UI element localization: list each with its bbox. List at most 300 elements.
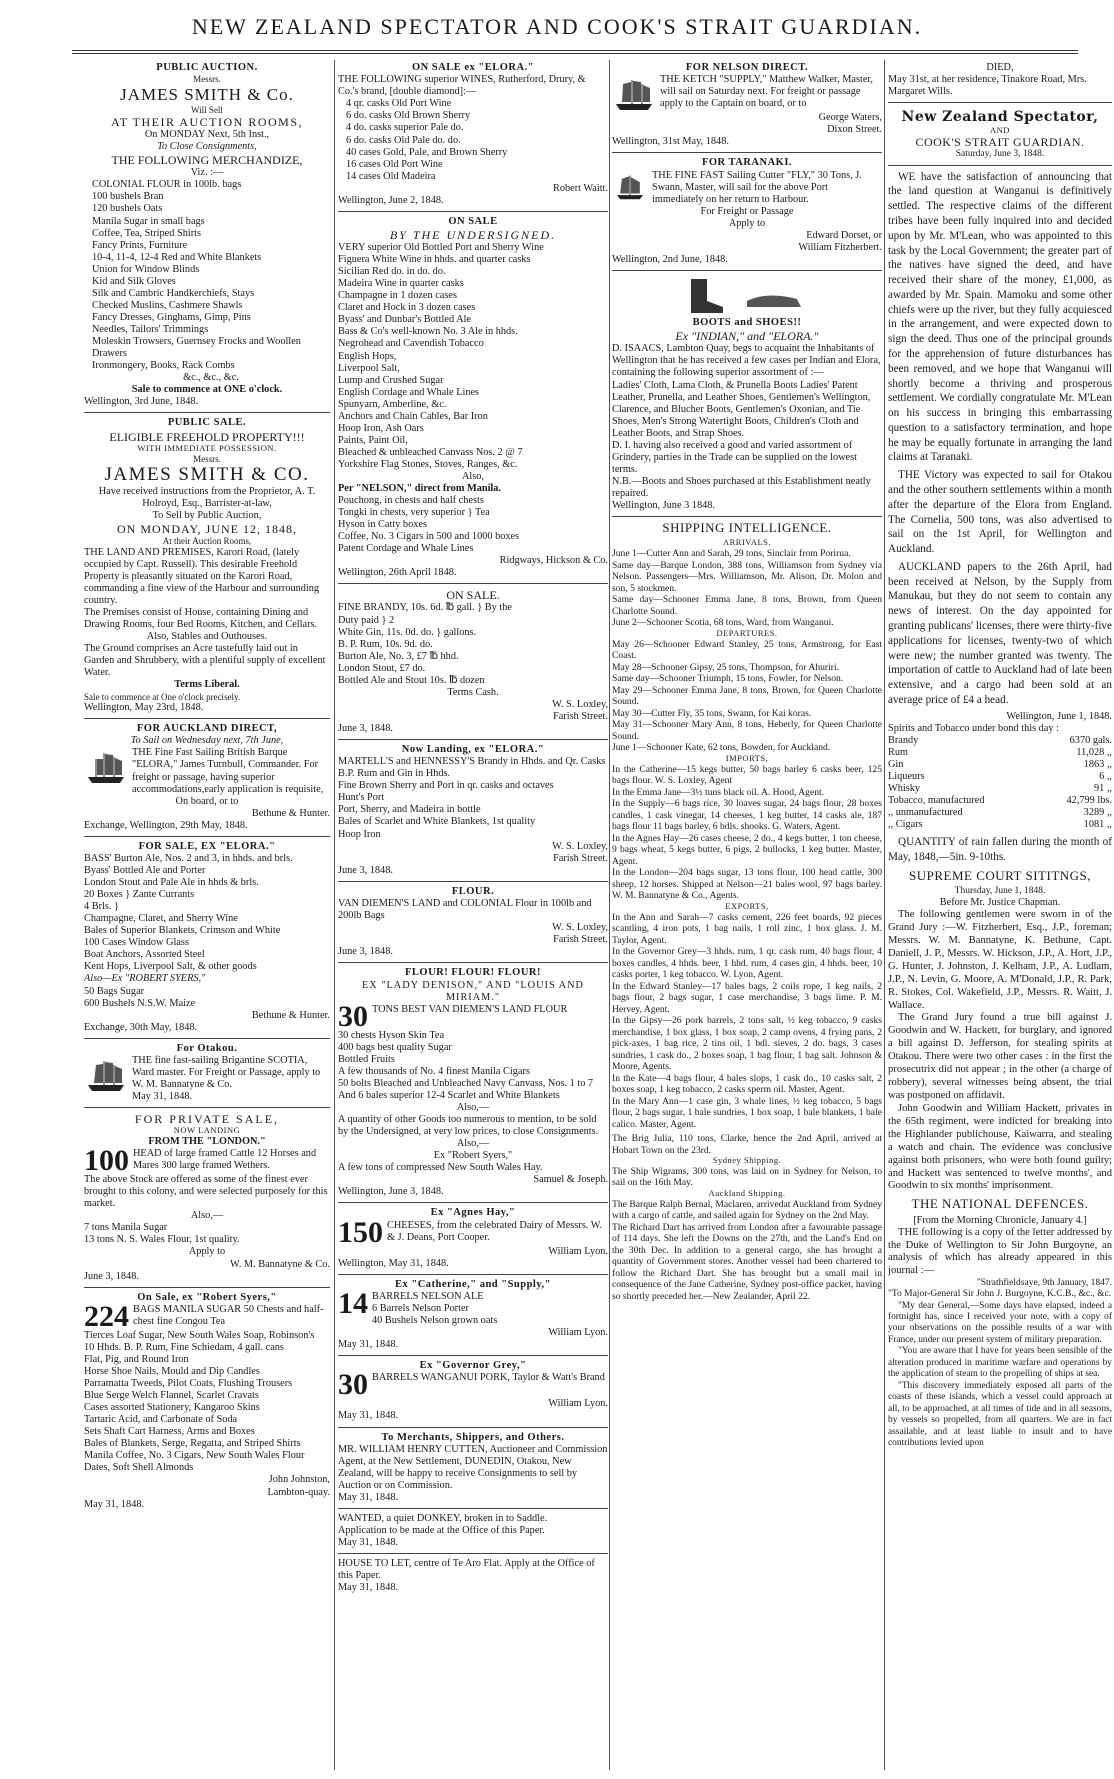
shipping-intelligence	[612, 520, 882, 1302]
ad-text: Also,—	[456, 1101, 490, 1113]
section-text: Before Mr. Justice Chapman.	[939, 897, 1061, 909]
table-cell: 91 ,,	[1093, 783, 1112, 794]
ad-agent: Dixon Street.	[827, 124, 882, 136]
ad-text: Will Sell	[191, 104, 223, 115]
list-item: In the Catherine—15 kegs butter, 50 bags barley 6 casks beer, 125 bags flour. W. S. Loxley, Agent	[612, 763, 882, 787]
list-item: Fine Brown Sherry and Port in qr. casks and octaves	[338, 780, 554, 792]
ad-text: N.B.—Boots and Shoes purchased at this Establishment neatly repaired.	[612, 475, 871, 499]
ad-text: May 31st, at her residence, Tinakore Road, Mrs. Margaret Wills.	[888, 74, 1087, 98]
ad-text: BAGS MANILA SUGAR 50 Chests and half-chest fine Congou Tea	[133, 1303, 324, 1327]
list-item: Kid and Silk Gloves	[92, 275, 176, 287]
list-item: Checked Muslins, Cashmere Shawls	[92, 299, 243, 311]
list-item: In the Supply—6 bags rice, 30 loaves sugar, 24 bags flour, 28 boxes candles, 1 cask vinegar, 14 cheeses, 1 keg butter, 14 casks ale, 187 bags flour 11 bags barley, 6 bdls. shooks. G. Waters, Agent.	[612, 798, 882, 833]
list-item: In the Mary Ann—1 case gin, 3 whale lines, ½ keg tobacco, 5 bags flour, 2 bags sugar, 1 bale sundries, 1 box soap, 1 bale blankets, 1 bale calico. Master, Agent.	[612, 1095, 882, 1130]
ad-text: VAN DIEMEN'S LAND and COLONIAL Flour in 100lb and 200lb Bags	[338, 898, 592, 922]
list-item: &c., &c., &c.	[183, 372, 239, 384]
table-row	[888, 735, 1112, 747]
list-item: 400 bags best quality Sugar	[338, 1041, 452, 1053]
ad-agent: Samuel & Joseph.	[533, 1174, 608, 1186]
ad-text: HOUSE TO LET, centre of Te Aro Flat. Apply at the Office of this Paper.	[338, 1558, 595, 1582]
ad-dateline: May 31, 1848.	[338, 1410, 399, 1422]
ad-text: ON MONDAY, JUNE 12, 1848,	[116, 522, 297, 537]
ad-text: THE LAND AND PREMISES, Karori Road, (lately occupied by Capt. Russell). This desirable Freehold Property is pleasantly situated on the Karori Road, commanding a fine view of the Harbour and surrounding country.	[84, 546, 320, 607]
ad-text: NOW LANDING	[173, 1125, 241, 1136]
ad-text: HEAD of large framed Cattle 12 Horses and Mares 300 large framed Wethers.	[133, 1148, 317, 1172]
ad-heading: On Sale, ex "Robert Syers,"	[137, 1291, 277, 1303]
ad-text: Ladies' Cloth, Lama Cloth, & Prunella Boots Ladies' Patent Leather, Prunella, and Leather Shoes, Gentlemen's Wellington, Clarence, and Blucher Boots, Gentlemen's Oxonian, and Tie Shoes, Men's Strong Watertight Boots, Children's Cloth and Leather Boots, and Strap Shoes.	[612, 379, 871, 439]
ad-on-sale	[338, 586, 608, 740]
table-cell: Liqueurs	[888, 770, 925, 782]
list-item: 4 do. casks superior Pale do.	[346, 122, 464, 134]
ad-dateline: June 3, 1848.	[338, 946, 393, 958]
list-item: BASS' Burton Ale, Nos. 2 and 3, in hhds. and brls.	[84, 853, 293, 865]
ad-text: THE FOLLOWING superior WINES, Rutherford, Drury, & Co.'s brand, [double diamond]:—	[338, 74, 586, 98]
section-heading: SUPREME COURT SITITNGS,	[908, 867, 1092, 883]
ad-text: Sale to commence at One o'clock precisely.	[84, 691, 241, 702]
ad-text: Terms Cash.	[447, 686, 499, 698]
list-item: Hoop Iron	[338, 828, 381, 840]
ad-undersigned	[338, 214, 608, 585]
list-item: Same day—Schooner Triumph, 15 tons, Fowler, for Nelson.	[612, 673, 844, 685]
ad-heading: Now Landing, ex "ELORA."	[401, 743, 545, 755]
ad-robert-syers	[84, 1290, 330, 1515]
ad-heading: FLOUR.	[451, 885, 495, 897]
ad-agent: William Fitzherbert.	[798, 241, 882, 253]
ad-dateline: May 31, 1848.	[338, 1492, 399, 1503]
list-item: In the London—204 bags sugar, 13 tons flour, 100 head cattle, 300 sheep, 12 horses. Shipped at Nelson—21 bales wool, 97 bags barley. W. M. Bannatyne & Co., Agents.	[612, 867, 882, 902]
list-item: In the Agnes Hay—26 cases cheese, 2 do., 4 kegs butter, 1 ton cheese, 9 bags wheat, 5 kegs butter, 6 pigs, 2 bullocks, 1 keg butter. Master, Agent.	[612, 832, 882, 867]
ad-taranaki	[612, 155, 882, 271]
list-item: Port, Sherry, and Madeira in bottle	[338, 804, 481, 816]
list-item: Liverpool Salt,	[338, 362, 400, 374]
article-paragraph: John Goodwin and William Hackett, privates in the 65th regiment, were indicted for breaking into the Highlander publichouse, Kaiwarra, and stealing a watch and chain. The evidence was conclusive against both prisoners, who were both found guilty; and Hackett was sentenced to twelve months', and Goodwin to six months' imprisonment.	[888, 1102, 1112, 1192]
list-item: 20 Boxes } Zante Currants	[84, 889, 195, 901]
list-item: FINE BRANDY, 10s. 6d. ℔ gall. } By the	[338, 602, 512, 614]
list-item: Tierces Loaf Sugar, New South Wales Soap, Robinson's	[84, 1329, 315, 1341]
list-item: In the Kate—4 bags flour, 4 bales slops, 1 cask do., 10 casks salt, 2 boxes soap, 1 keg tobacco, 2 casks sperm oil. Master, Agent.	[612, 1072, 882, 1095]
ad-agent: Farish Street.	[553, 934, 608, 946]
ad-dateline: Exchange, 30th May, 1848.	[84, 1021, 198, 1033]
ad-heading: PUBLIC AUCTION.	[156, 62, 258, 73]
list-item: Bleached & unbleached Canvass Nos. 2 @ 7	[338, 446, 523, 458]
ad-agent: William Lyon.	[548, 1398, 608, 1410]
ad-number: 30	[338, 1368, 368, 1402]
list-item: Horse Shoe Nails, Mould and Dip Candles	[84, 1366, 260, 1378]
list-item: English Hops,	[338, 350, 397, 362]
ad-heading: FOR NELSON DIRECT.	[685, 62, 809, 73]
table-row	[888, 795, 1112, 807]
table-cell: 1863 ,,	[1083, 758, 1112, 770]
ad-heading: ON SALE	[448, 215, 498, 227]
ad-text: Messrs.	[193, 74, 221, 85]
table-cell: 42,799 lbs.	[1066, 795, 1112, 807]
list-item: Also—Ex "ROBERT SYERS,"	[84, 973, 206, 985]
ad-text: Also,—	[456, 1138, 490, 1150]
letter-address: "To Major-General Sir John J. Burgoyne, K.C.B., &c., &c.	[888, 1289, 1112, 1300]
list-item: MARTELL'S and HENNESSY'S Brandy in Hhds. and Qr. Casks	[338, 756, 606, 768]
list-item: 4 qr. casks Old Port Wine	[346, 98, 452, 110]
ad-text: EX "LADY DENISON," AND "LOUIS AND MIRIAM."	[362, 979, 584, 1003]
ad-text: THE Fine Fast Sailing British Barque "ELORA," James Turnbull, Commander. For freight or passage, having superior accommodations,early application is requisite,	[132, 747, 324, 795]
list-item: Parramatta Tweeds, Pilot Coats, Flushing Trousers	[84, 1378, 293, 1390]
article-paragraph: "My dear General,—Some days have elapsed, indeed a fortnight has, since I received your note, with a copy of your observations on the possible results of a war with France, under our present system of military preparation.	[888, 1300, 1112, 1345]
ad-text: Have received instructions from the Proprietor, A. T. Holroyd, Esq., Barrister-at-law,	[98, 486, 316, 510]
list-item: Ironmongery, Books, Rack Combs	[92, 360, 235, 372]
ad-private-sale	[84, 1110, 330, 1287]
ad-agent: Edward Dorset, or	[806, 229, 882, 241]
list-item: May 30—Cutter Fly, 35 tons, Swann, for Kai koras.	[612, 707, 812, 719]
died-notice	[888, 60, 1112, 103]
table-cell: 3289 ,,	[1083, 807, 1112, 819]
bond-table	[888, 711, 1112, 831]
editorial-subtitle: AND	[990, 124, 1010, 135]
ad-text: The above Stock are offered as some of the finest ever brought to this colony, and were selected purposely for this market.	[84, 1174, 328, 1210]
list-item: Hoop Iron, Ash Oars	[338, 422, 424, 434]
list-item: In the Emma Jane—3½ tuns black oil. A. Hood, Agent.	[612, 786, 825, 798]
ad-dateline: May 31, 1848.	[338, 1339, 399, 1351]
sailing-ship-icon	[84, 1057, 128, 1093]
ad-agent: Bethune & Hunter.	[251, 1009, 330, 1021]
ad-dateline: Wellington, June 3 1848.	[612, 500, 715, 511]
ad-governor-grey	[338, 1358, 608, 1427]
ad-number: 100	[84, 1144, 129, 1178]
list-item: 100 bushels Bran	[92, 191, 164, 203]
list-item: Hyson in Catty boxes	[338, 519, 427, 531]
list-item: In the Ann and Sarah—7 casks cement, 226 feet boards, 92 pieces scantling, 4 iron pots, 1 bag nails, 1 roll zinc, 1 box glass. J. M. Taylor, Agent.	[612, 911, 882, 946]
section-text: [From the Morning Chronicle, January 4.]	[913, 1214, 1087, 1226]
table-row	[888, 783, 1112, 795]
ad-text: On board, or to	[175, 795, 239, 807]
table-cell: ,, Cigars	[888, 819, 923, 831]
ad-agent: Farish Street.	[553, 852, 608, 864]
editorial-subtitle: COOK'S STRAIT GUARDIAN.	[915, 135, 1085, 150]
table-row	[888, 747, 1112, 759]
ad-number: 14	[338, 1286, 368, 1320]
ad-dateline: Wellington, 31st May, 1848.	[612, 136, 729, 148]
boot-icon	[677, 277, 817, 315]
ad-dateline: Wellington, 2nd June, 1848.	[612, 254, 728, 266]
ad-text: AT THEIR AUCTION ROOMS,	[110, 115, 304, 130]
table-cell: 1081 ,,	[1083, 819, 1112, 831]
table-cell: Gin	[888, 758, 904, 770]
ad-text: Also,—	[190, 1210, 224, 1222]
list-item: Yorkshire Flag Stones, Stoves, Ranges, &c.	[338, 458, 518, 470]
ad-text: D. I. having also received a good and varied assortment of Grindery, parties in the Trade can be supplied on the lowest terms.	[612, 439, 857, 475]
list-item: London Stout, £7 do.	[338, 662, 426, 674]
ad-agent: George Waters,	[818, 112, 882, 124]
list-item: May 31—Schooner Mary Ann, 8 tons, Heberly, for Queen Charlotte Sound.	[612, 719, 882, 742]
list-item: Spunyarn, Amberline, &c.	[338, 398, 447, 410]
ad-agent: Lambton-quay.	[267, 1486, 330, 1498]
ad-text: To Sell by Public Auction,	[152, 510, 262, 522]
ad-heading: FOR AUCKLAND DIRECT,	[136, 723, 278, 735]
ad-text: Also,	[461, 471, 485, 482]
table-cell: 11,028 ,,	[1076, 746, 1112, 758]
ad-catherine	[338, 1277, 608, 1357]
ad-text: Per "NELSON," direct from Manila.	[338, 483, 502, 495]
table-cell: ,, unmanufactured	[888, 807, 963, 819]
masthead: NEW ZEALAND SPECTATOR AND COOK'S STRAIT GUARDIAN.	[191, 14, 923, 39]
ad-text: On MONDAY Next, 5th Inst.,	[144, 129, 270, 141]
ad-flour	[338, 884, 608, 964]
list-item: Bass & Co's well-known No. 3 Ale in hhds.	[338, 326, 518, 338]
ad-text: The Premises consist of House, containing Dining and Drawing Rooms, four Bed Rooms, Kitchen, and Cellars.	[84, 607, 318, 631]
ad-public-sale	[84, 415, 330, 719]
sailing-ship-icon	[612, 76, 656, 112]
news-item: The Barque Ralph Bernal, Maclaren, arrivedat Auckland from Sydney with a cargo of cattle, and sailed again for Sydney on the 2nd May.	[612, 1198, 882, 1222]
list-item: Union for Window Blinds	[92, 263, 200, 275]
list-item: 50 bolts Bleached and Unbleached Navy Canvass, Nos. 1 to 7	[338, 1077, 594, 1089]
list-item: Champagne in 1 dozen cases	[338, 290, 457, 302]
ad-text: WITH IMMEDIATE POSSESSION.	[137, 442, 277, 453]
news-item: The Brig Julia, 110 tons, Clarke, hence the 2nd April, arrived at Hobart Town on the 23rd.	[612, 1133, 882, 1156]
list-item: B.P. Rum and Gin in Hhds.	[338, 768, 451, 780]
ad-house	[338, 1556, 608, 1598]
list-item: Byass' Bottled Ale and Porter	[84, 865, 206, 877]
list-item: 7 tons Manila Sugar	[84, 1222, 168, 1234]
sailing-ship-icon	[84, 749, 128, 785]
list-item: A few thousands of No. 4 finest Manila Cigars	[338, 1065, 530, 1077]
list-item: Tartaric Acid, and Carbonate of Soda	[84, 1414, 238, 1426]
list-item: June 1—Schooner Kate, 62 tons, Bowden, for Auckland.	[612, 742, 831, 754]
ad-text: Application to be made at the Office of this Paper.	[338, 1525, 545, 1537]
list-item: Anchors and Chain Cables, Bar Iron	[338, 410, 488, 422]
ad-text: BARRELS WANGANUI PORK, Taylor & Watt's Brand	[372, 1372, 605, 1384]
ad-agent: Bethune & Hunter.	[251, 807, 330, 819]
list-item: Paints, Paint Oil,	[338, 434, 408, 446]
ad-text: To Sail on Wednesday next, 7th June,	[130, 735, 284, 747]
list-item: May 28—Schooner Gipsy, 25 tons, Thompson, for Ahuriri.	[612, 661, 840, 673]
editorial-date: Saturday, June 3, 1848.	[955, 149, 1045, 160]
list-item: Bales of Superior Blankets, Crimson and White	[84, 925, 281, 937]
column-rule	[334, 60, 335, 1770]
list-item: 30 chests Hyson Skin Tea	[338, 1029, 445, 1041]
list-item: In the Edward Stanley—17 bales bags, 2 coils rope, 1 keg nails, 2 bags flour, 2 bags sugar, 1 case merchandise, 3 bags lime. P. M. Hervey, Agent.	[612, 980, 882, 1015]
ad-agnes-hay	[338, 1205, 608, 1274]
list-item: Sicilian Red do. in do. do.	[338, 266, 446, 278]
ad-dateline: Exchange, Wellington, 29th May, 1848.	[84, 819, 248, 831]
bond-intro: Spirits and Tobacco under bond this day :	[888, 722, 1059, 734]
list-item: Same day—Schooner Emma Jane, 8 tons, Brown, from Queen Charlotte Sound.	[612, 594, 882, 617]
ad-text: THE FINE FAST Sailing Cutter "FLY," 30 Tons, J. Swann, Master, will sail for the above Port immediately on her return to Harbour.	[652, 169, 862, 205]
list-item: Bales of Blankets, Serge, Regatta, and Striped Shirts	[84, 1438, 301, 1450]
ad-text: Also, Stables and Outhouses.	[146, 631, 268, 643]
list-item: 6 do. casks Old Pale do. do.	[346, 134, 461, 146]
column-rule	[884, 60, 885, 1770]
ad-text: At their Auction Rooms,	[162, 536, 252, 547]
list-item: 120 bushels Oats	[92, 203, 163, 215]
column-1	[84, 60, 330, 1517]
table-cell: Brandy	[888, 734, 919, 746]
table-cell: Rum	[888, 746, 909, 758]
ad-text: A few tons of compressed New South Wales Hay.	[338, 1162, 543, 1174]
column-4	[888, 60, 1112, 1450]
list-item: Bottled Fruits	[338, 1053, 395, 1065]
list-item: In the Governor Grey—3 hhds. rum, 1 qr. cask rum, 40 bags flour, 4 boxes candles, 4 hhds. beer, 1 hhd. rum, 4 cases gin, 4 hhds. beer, 10 casks porter, 1 keg tobacco. W. Lyon, Agent.	[612, 946, 882, 980]
ad-text: CHEESES, from the celebrated Dairy of Messrs. W. & J. Deans, Port Cooper.	[387, 1219, 603, 1243]
ad-text: THE fine fast-sailing Brigantine SCOTIA, Ward master. For Freight or Passage, apply to W. M. Bannatyne & Co.	[132, 1055, 321, 1091]
list-item: Needles, Tailors' Trimmings	[92, 323, 209, 335]
ad-heading: FOR TARANAKI.	[701, 157, 793, 169]
list-item: Hunt's Port	[338, 792, 385, 804]
list-item: 6 do. casks Old Brown Sherry	[346, 110, 471, 122]
list-item: 50 Bags Sugar	[84, 985, 145, 997]
ad-heading: DIED,	[986, 62, 1014, 73]
ad-heading: FOR SALE, EX "ELORA."	[138, 840, 276, 852]
article-paragraph: "You are aware that I have for years been sensible of the alteration produced in maritime warfare and operations by the application of steam to the propelling of ships at sea.	[888, 1346, 1112, 1380]
subheading: Sydney Shipping.	[712, 1155, 782, 1165]
ad-dateline: Wellington, June 3, 1848.	[338, 1186, 444, 1198]
list-item: Tongki in chests, very superior } Tea	[338, 507, 490, 519]
ad-text: TONS BEST VAN DIEMEN'S LAND FLOUR	[372, 1003, 568, 1015]
ad-merchants	[338, 1430, 608, 1510]
list-item: May 29—Schooner Emma Jane, 8 tons, Brown, for Queen Charlotte Sound.	[612, 684, 882, 708]
list-item: Fancy Prints, Furniture	[92, 239, 188, 251]
article-paragraph: "This discovery immediately exposed all parts of the coasts of these islands, which a vessel could approach at all, to be approached, at all times of tide and in all seasons, by vessels so propelled, from all quarters. We are in fact assailable, and at least liable to insult and to have contributions levied upon	[888, 1380, 1112, 1449]
list-item: Fancy Dresses, Ginghams, Gimp, Pins	[92, 311, 251, 323]
ad-heading: PUBLIC SALE.	[167, 417, 247, 429]
list-item: Burton Ale, No. 3, £7 ℔ hhd.	[338, 650, 459, 662]
ad-agent: W. M. Bannatyne & Co.	[229, 1258, 330, 1270]
list-item: Cases assorted Stationery, Kangaroo Skins	[84, 1402, 260, 1414]
table-cell: Tobacco, manufactured	[888, 795, 985, 807]
list-item: Boat Anchors, Assorted Steel	[84, 949, 205, 961]
ad-agent: Ridgways, Hickson & Co.	[499, 555, 608, 567]
ad-now-landing	[338, 742, 608, 882]
ad-dateline: Wellington, 3rd June, 1848.	[84, 396, 199, 408]
ad-text: THE KETCH "SUPPLY," Matthew Walker, Master, will sail on Saturday next. For freight or passage apply to the Captain on board, or to	[660, 74, 873, 110]
ad-text: MR. WILLIAM HENRY CUTTEN, Auctioneer and Commission Agent, at the New Settlement, DUNEDIN, Otakou, New Zealand, will be happy to receive Consignments to sell by Auction or on Commission.	[338, 1443, 608, 1491]
table-cell: 6370 gals.	[1069, 734, 1112, 746]
list-item: In the Gipsy—26 pork barrels, 2 tons salt, ½ keg tobacco, 9 casks merchandise, 1 box glass, 1 box soap, 2 camp ovens, 4 frying pans, 2 pick-axes, 1 bag rice, 2 tins oil, 1 bdl. sieves, 2 do. bags, 3 cases sundries, 1 cask do., 2 boxes soap, 1 bag flour, 1 bag salt. Johnson & Moore, Agents.	[612, 1015, 882, 1072]
list-item: Silk and Cambric Handkerchiefs, Stays	[92, 287, 255, 299]
ad-text: ELIGIBLE FREEHOLD PROPERTY!!!	[109, 429, 305, 444]
ad-heading: Ex "Governor Grey,"	[419, 1360, 527, 1372]
list-item: Champagne, Claret, and Sherry Wine	[84, 913, 238, 925]
ad-heading: FLOUR! FLOUR! FLOUR!	[405, 967, 541, 979]
table-row	[888, 807, 1112, 819]
ad-wines-elora	[338, 60, 608, 212]
table-cell: 6 ,,	[1099, 770, 1112, 782]
list-item: Figuera White Wine in hhds. and quarter casks	[338, 254, 531, 266]
ad-text: FROM THE "LONDON."	[148, 1136, 266, 1148]
list-item: Bales of Scarlet and White Blankets, 1st quality	[338, 816, 536, 828]
ad-text: A quantity of other Goods too numerous to mention, to be sold by the Undersigned, at very low prices, to close Consignments.	[338, 1113, 599, 1137]
list-item: 10-4, 11-4, 12-4 Red and White Blankets	[92, 251, 262, 263]
ad-number: 150	[338, 1215, 383, 1249]
editorial-title: New Zealand Spectator,	[901, 109, 1099, 126]
ad-heading: Ex "Catherine," and "Supply,"	[395, 1278, 551, 1290]
list-item: 16 cases Old Port Wine	[346, 158, 443, 170]
ad-dateline: Wellington, June 2, 1848.	[338, 194, 444, 206]
list-item: Manila Coffee, No. 3 Cigars, New South Wales Flour	[84, 1450, 305, 1462]
list-item: Coffee, Tea, Striped Shirts	[92, 227, 202, 239]
list-item: Byass' and Dunbar's Bottled Ale	[338, 314, 471, 326]
item-list	[84, 179, 330, 384]
list-item: COLONIAL FLOUR in 100lb. bags	[92, 179, 242, 191]
ad-dateline: Wellington, May 31, 1848.	[338, 1257, 449, 1269]
ad-agent: Robert Waitt.	[552, 182, 608, 194]
ad-text: BY THE UNDERSIGNED.	[389, 228, 557, 243]
list-item: 600 Bushels N.S.W. Maize	[84, 997, 196, 1009]
ad-heading: FOR PRIVATE SALE,	[134, 1112, 280, 1127]
section-heading: THE NATIONAL DEFENCES.	[911, 1196, 1089, 1212]
ad-heading: BOOTS and SHOES!!	[692, 317, 802, 329]
article-paragraph: THE Victory was expected to sail for Otakou and the other southern settlements within a month after the departure of the Elora from England. The Cornelia, 500 tons, was also advertised to sail on the 1st April, for Wellington and Auckland.	[888, 469, 1112, 556]
list-item: Claret and Hock in 3 dozen cases	[338, 302, 476, 314]
ad-agent: W. S. Loxley,	[552, 922, 608, 934]
ad-text: Apply to	[728, 217, 766, 229]
list-item: May 26—Schooner Edward Stanley, 25 tons, Armstrong, for East Coast.	[612, 638, 882, 662]
list-item: Sets Shaft Cart Harness, Arms and Boxes	[84, 1426, 255, 1438]
ad-dateline: May 31, 1848.	[338, 1582, 399, 1594]
list-item: Moleskin Trowsers, Guernsey Frocks and Woollen Drawers	[92, 336, 301, 360]
list-item: Coffee, No. 3 Cigars in 500 and 1000 boxes	[338, 531, 520, 543]
ad-firm: JAMES SMITH & CO.	[104, 464, 310, 486]
ad-text: Ex "INDIAN," and "ELORA."	[675, 329, 819, 344]
list-item: 4 Brls. }	[84, 901, 119, 913]
ad-text: The Ground comprises an Acre tastefully laid out in Garden and Shrubbery, with a plentiful supply of excellent Water.	[84, 643, 326, 679]
list-item: Same day—Barque London, 388 tons, Williamson from Sydney via Nelson. Passengers—Mrs. Williamson, Mr. Alison, Dr. Molon and son, 5 stockmen.	[612, 559, 882, 594]
ad-text: Sale to commence at ONE o'clock.	[131, 384, 283, 396]
list-item: Patent Cordage and Whale Lines	[338, 543, 474, 555]
ad-agent: Farish Street.	[553, 710, 608, 722]
table-row	[888, 771, 1112, 783]
list-item: 6 Barrels Nelson Porter	[372, 1302, 469, 1314]
list-item: 40 cases Gold, Pale, and Brown Sherry	[346, 146, 508, 158]
article-paragraph: The Grand Jury found a true bill against J. Goodwin and W. Hackett, for burglary, and ignored a bill against D. Jefferson, for stealing spirits at Otakou. There were two other cases : in the first the prosecutrix did not appear ; in the other (a charge of robbery), several witnesses being absent, the trial was postponed on affidavit.	[888, 1012, 1112, 1102]
section-date: Thursday, June 1, 1848.	[954, 885, 1046, 896]
ad-text: Viz. :—	[190, 167, 224, 179]
ad-dateline: Wellington, 26th April 1848.	[338, 567, 457, 579]
column-rule	[609, 60, 610, 1770]
article-paragraph: THE following is a copy of the letter addressed by the Duke of Wellington to Sir John Burgoyne, an analysis of which has already appeared in this journal :—	[888, 1226, 1112, 1277]
ad-ex-elora	[84, 839, 330, 1039]
ad-dateline: May 31, 1848.	[84, 1498, 145, 1510]
ad-nelson-direct	[612, 60, 882, 153]
ad-heading: ON SALE ex "ELORA."	[411, 62, 535, 73]
ad-public-auction	[84, 60, 330, 413]
ad-text: To Close Consignments,	[157, 141, 257, 153]
article-paragraph: The following gentlemen were sworn in of the Grand Jury :—W. Fitzherbert, Esq., J.P., foreman; Messrs. W. M. Bannatyne, K. Bethune, Capt. Daniell, J. P., Messrs. W. Hickson, J.P., A. Hort, J.P., G. Hunter, J. Johnston, J. Kelham, J.P., A. Ludlam, J.P., N. Levin, G. Moore, A. M'Donald, J.P., R. Park, R. Stokes, Col. Wakefield, J.P., Messrs. R. Waitt, J. Wallace.	[888, 909, 1112, 1011]
ad-dateline: Wellington, May 23rd, 1848.	[84, 702, 204, 714]
ad-text: BARRELS NELSON ALE	[372, 1290, 484, 1302]
ad-flour-flour	[338, 965, 608, 1203]
ad-dateline: June 3, 1848.	[338, 722, 393, 734]
ad-text: Terms Liberal.	[174, 679, 240, 691]
ad-agent: W. S. Loxley,	[552, 698, 608, 710]
subheading: ARRIVALS.	[722, 537, 772, 548]
list-item: B. P. Rum, 10s. 9d. do.	[338, 638, 433, 650]
list-item: Dates, Soft Shell Almonds	[84, 1462, 194, 1474]
section-heading: SHIPPING INTELLIGENCE.	[662, 520, 832, 536]
list-item: 10 Hhds. B. P. Rum, Fine Schiedam, 4 gall. cans	[84, 1341, 284, 1353]
table-row	[888, 759, 1112, 771]
list-item: 14 cases Old Madeira	[346, 170, 436, 182]
ad-number: 30	[338, 999, 368, 1033]
ad-otakou	[84, 1041, 330, 1108]
news-item: The Ship Wigrams, 300 tons, was laid on in Sydney for Nelson, to sail on the 16th May.	[612, 1165, 882, 1189]
list-item: Madeira Wine in quarter casks	[338, 278, 464, 290]
ad-heading: ON SALE.	[446, 588, 500, 603]
list-item: Negrohead and Cavendish Tobacco	[338, 338, 484, 350]
table-cell: Whisky	[888, 783, 921, 794]
letter-dateline: "Strathfieldsaye, 9th January, 1847.	[976, 1278, 1112, 1289]
list-item: White Gin, 11s. 0d. do. } gallons.	[338, 626, 477, 638]
ad-text: Messrs.	[193, 453, 221, 464]
ad-heading: To Merchants, Shippers, and Others.	[381, 1431, 565, 1443]
ad-heading: Ex "Agnes Hay,"	[430, 1207, 516, 1219]
